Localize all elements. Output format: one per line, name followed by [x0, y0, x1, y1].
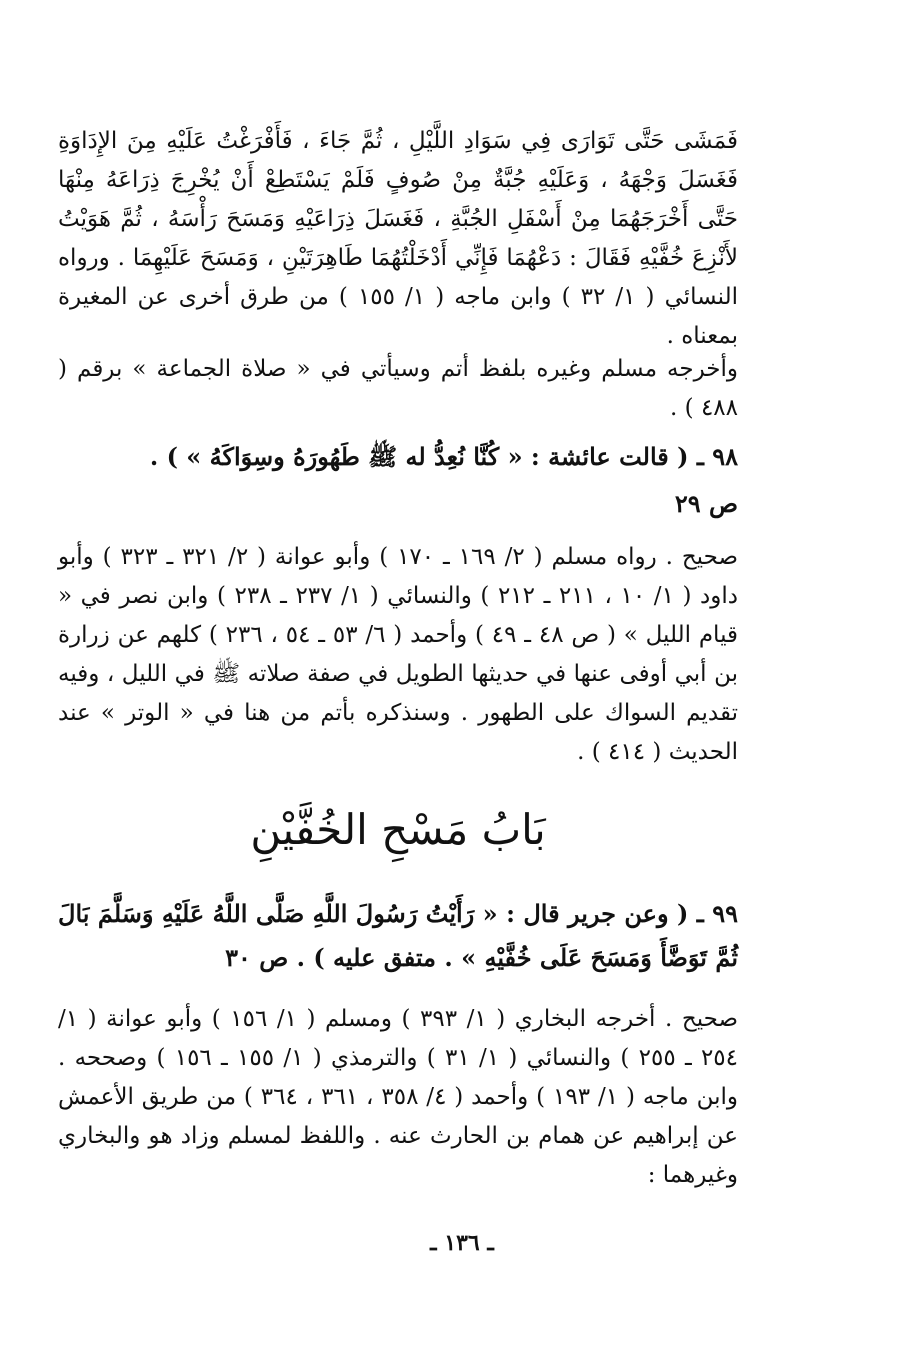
hadith-98-text: ٩٨ ـ ( قالت عائشة : « كُنَّا نُعِدُّ له ﷺ طَهُورَهُ وسِوَاكَهُ » ) .	[149, 442, 738, 471]
hadith-97-continuation: فَمَشَى حَتَّى تَوَارَى فِي سَوَادِ اللَّيْلِ ، ثُمَّ جَاءَ ، فَأَفْرَغْتُ عَلَيْهِ مِنَ الإِدَاوَةِ فَغَسَلَ وَجْهَهُ ، وَعَلَيْهِ جُبَّةٌ مِنْ صُوفٍ فَلَمْ يَسْتَطِعْ أَنْ يُخْرِجَ ذِرَاعَهُ مِنْهَا حَتَّى أَخْرَجَهُمَا مِنْ أَسْفَلِ الجُبَّةِ ، فَغَسَلَ ذِرَاعَيْهِ وَمَسَحَ رَأْسَهُ ، ثُمَّ هَوَيْتُ لأَنْزِعَ خُفَّيْهِ فَقَالَ : دَعْهُمَا فَإِنِّي أَدْخَلْتُهُمَا طَاهِرَتَيْنِ ، وَمَسَحَ عَلَيْهِمَا . ورواه النسائي ( ١/ ٣٢ ) وابن ماجه ( ١/ ١٥٥ ) من طرق أخرى عن المغيرة بمعناه .	[58, 128, 739, 349]
takhrij-97-muslim-note: وأخرجه مسلم وغيره بلفظ أتم وسيأتي في « صلاة الجماعة » برقم ( ٤٨٨ ) .	[58, 356, 738, 421]
page-reference-29: ص ٢٩	[674, 489, 738, 518]
chapter-title: بَابُ مَسْحِ الخُفَّيْنِ	[250, 805, 546, 854]
takhrij-98-text: صحيح . رواه مسلم ( ٢/ ١٦٩ ـ ١٧٠ ) وأبو عوانة ( ٢/ ٣٢١ ـ ٣٢٣ ) وأبو داود ( ١/ ١٠ ، ٢١١ ـ ٢١٢ ) والنسائي ( ١/ ٢٣٧ ـ ٢٣٨ ) وابن نصر في « قيام الليل » ( ص ٤٨ ـ ٤٩ ) وأحمد ( ٦/ ٥٣ ـ ٥٤ ، ٢٣٦ ) كلهم عن زرارة بن أبي أوفى عنها في حديثها الطويل في صفة صلاته ﷺ في الليل ، وفيه تقديم السواك على الطهور . وسنذكره بأتم من هنا في « الوتر » عند الحديث ( ٤١٤ ) .	[58, 544, 739, 765]
hadith-99-text: ٩٩ ـ ( وعن جرير قال : « رَأَيْتُ رَسُولَ اللَّهِ صَلَّى اللَّهُ عَلَيْهِ وَسَلَّمَ بَالَ ثُمَّ تَوَضَّأَ وَمَسَحَ عَلَى خُفَّيْهِ » . متفق عليه ) . ص ٣٠	[58, 899, 738, 972]
page-number: ـ ١٣٦ ـ	[430, 1230, 494, 1256]
takhrij-99-text: صحيح . أخرجه البخاري ( ١/ ٣٩٣ ) ومسلم ( ١/ ١٥٦ ) وأبو عوانة ( ١/ ٢٥٤ ـ ٢٥٥ ) والنسائي ( ١/ ٣١ ) والترمذي ( ١/ ١٥٥ ـ ١٥٦ ) وصححه . وابن ماجه ( ١/ ١٩٣ ) وأحمد ( ٤/ ٣٥٨ ، ٣٦١ ، ٣٦٤ ) من طريق الأعمش عن إبراهيم عن همام بن الحارث عنه . واللفظ لمسلم وزاد هو والبخاري وغيرهما :	[58, 1006, 739, 1188]
